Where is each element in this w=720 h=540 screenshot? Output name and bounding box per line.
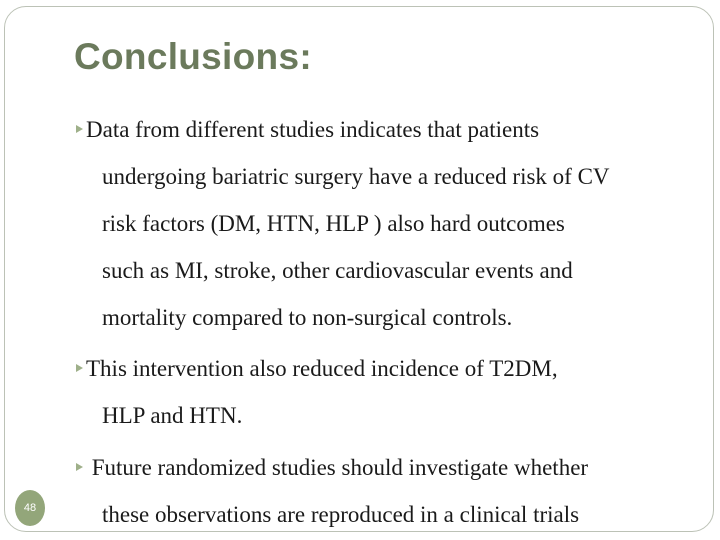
bullet-item-3 [76,444,588,538]
bullet-item-2 [76,345,558,439]
bullet-line: mortality compared to non-surgical controls. [102,305,513,330]
bullet-line: HLP and HTN. [102,403,243,428]
bullet-line: such as MI, stroke, other cardiovascular events and [102,258,573,283]
triangle-bullet-icon [76,364,83,372]
bullet-line: these observations are reproduced in a clinical trials [102,502,580,527]
bullet-line: undergoing bariatric surgery have a reduced risk of CV [102,164,610,189]
triangle-bullet-icon [76,125,83,133]
bullet-line [76,444,588,491]
bullet-text: Future randomized studies should investigate whether [86,455,589,480]
bullet-line [76,345,558,392]
slide-title: Conclusions: [74,36,312,77]
page-number-badge: 48 [15,490,45,526]
bullet-line: risk factors (DM, HTN, HLP ) also hard outcomes [102,211,565,236]
bullet-text: Data from different studies indicates that patients [86,117,540,142]
bullet-line [76,106,610,153]
triangle-bullet-icon [76,463,83,471]
bullet-text: This intervention also reduced incidence of T2DM, [86,356,558,381]
bullet-item-1 [76,106,610,341]
